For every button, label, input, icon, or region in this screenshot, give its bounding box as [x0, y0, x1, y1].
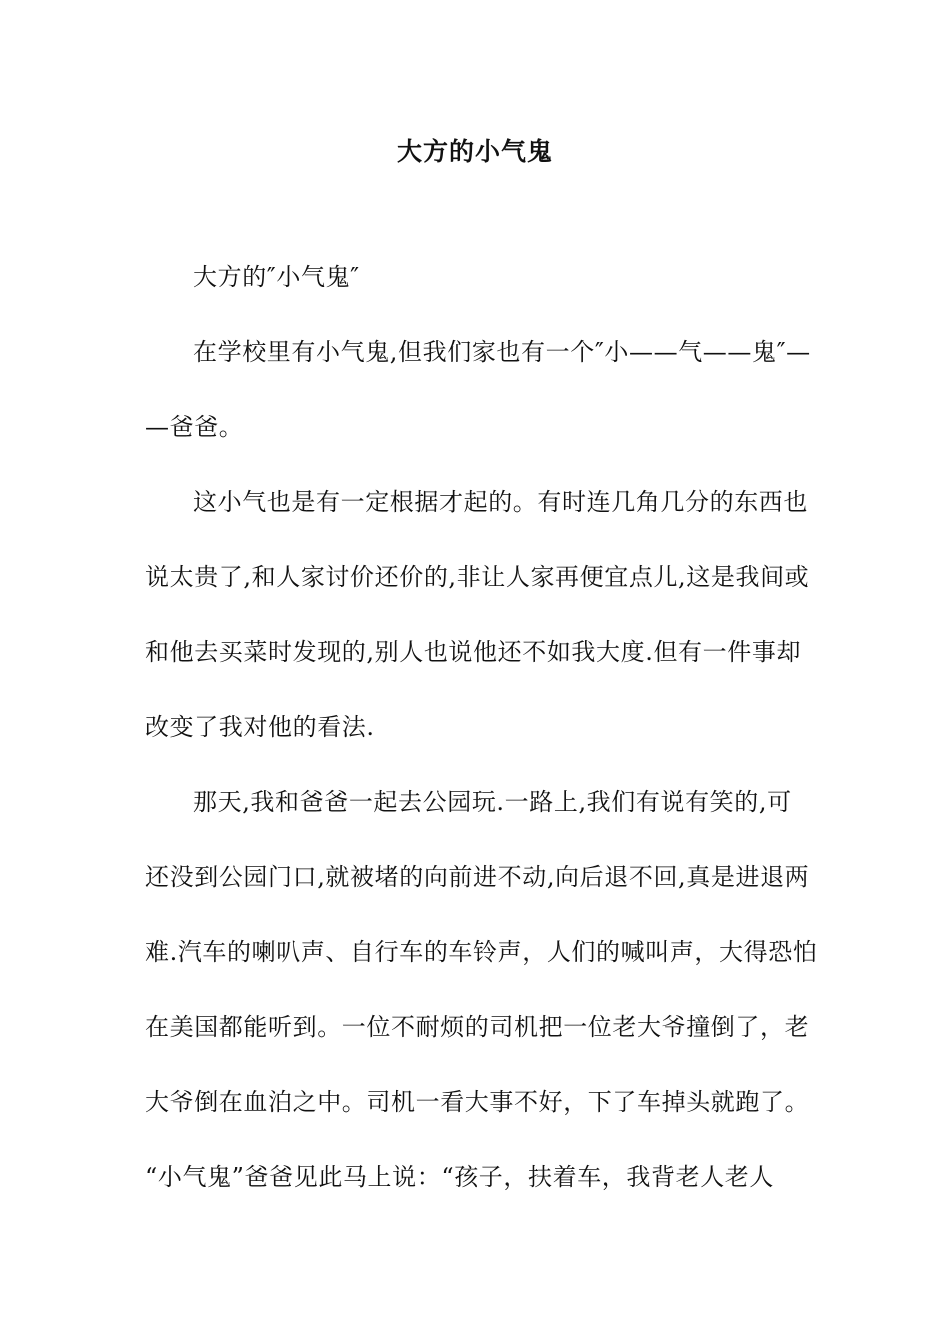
document-body	[145, 257, 818, 1232]
paragraph-line: 和他去买菜时发现的,别人也说他还不如我大度.但有一件事却	[145, 638, 802, 666]
paragraph-line: 在学校里有小气鬼,但我们家也有一个″小——气——鬼″—	[193, 338, 811, 366]
paragraph-line: 说太贵了,和人家讨价还价的,非让人家再便宜点儿,这是我间或	[145, 563, 810, 591]
paragraph-line: 还没到公园门口,就被堵的向前进不动,向后退不回,真是进退两	[145, 863, 810, 891]
paragraph-line: 改变了我对他的看法.	[145, 713, 375, 741]
paragraph-line: “小气鬼”爸爸见此马上说：“孩子，扶着车，我背老人老人	[145, 1163, 775, 1191]
paragraph-line: 那天,我和爸爸一起去公园玩.一路上,我们有说有笑的,可	[193, 788, 792, 816]
paragraph-line: —爸爸。	[145, 413, 244, 441]
paragraph-line: 在美国都能听到。一位不耐烦的司机把一位老大爷撞倒了，老	[145, 1013, 810, 1041]
paragraph-line: 难.汽车的喇叭声、自行车的车铃声，人们的喊叫声，大得恐怕	[145, 938, 818, 966]
document-title: 大方的小气鬼	[396, 137, 553, 166]
paragraph-line: 大爷倒在血泊之中。司机一看大事不好，下了车掉头就跑了。	[145, 1088, 810, 1116]
paragraph-line: 这小气也是有一定根据才起的。有时连几角几分的东西也	[193, 488, 808, 516]
paragraph-line: 大方的″小气鬼″	[193, 263, 360, 291]
